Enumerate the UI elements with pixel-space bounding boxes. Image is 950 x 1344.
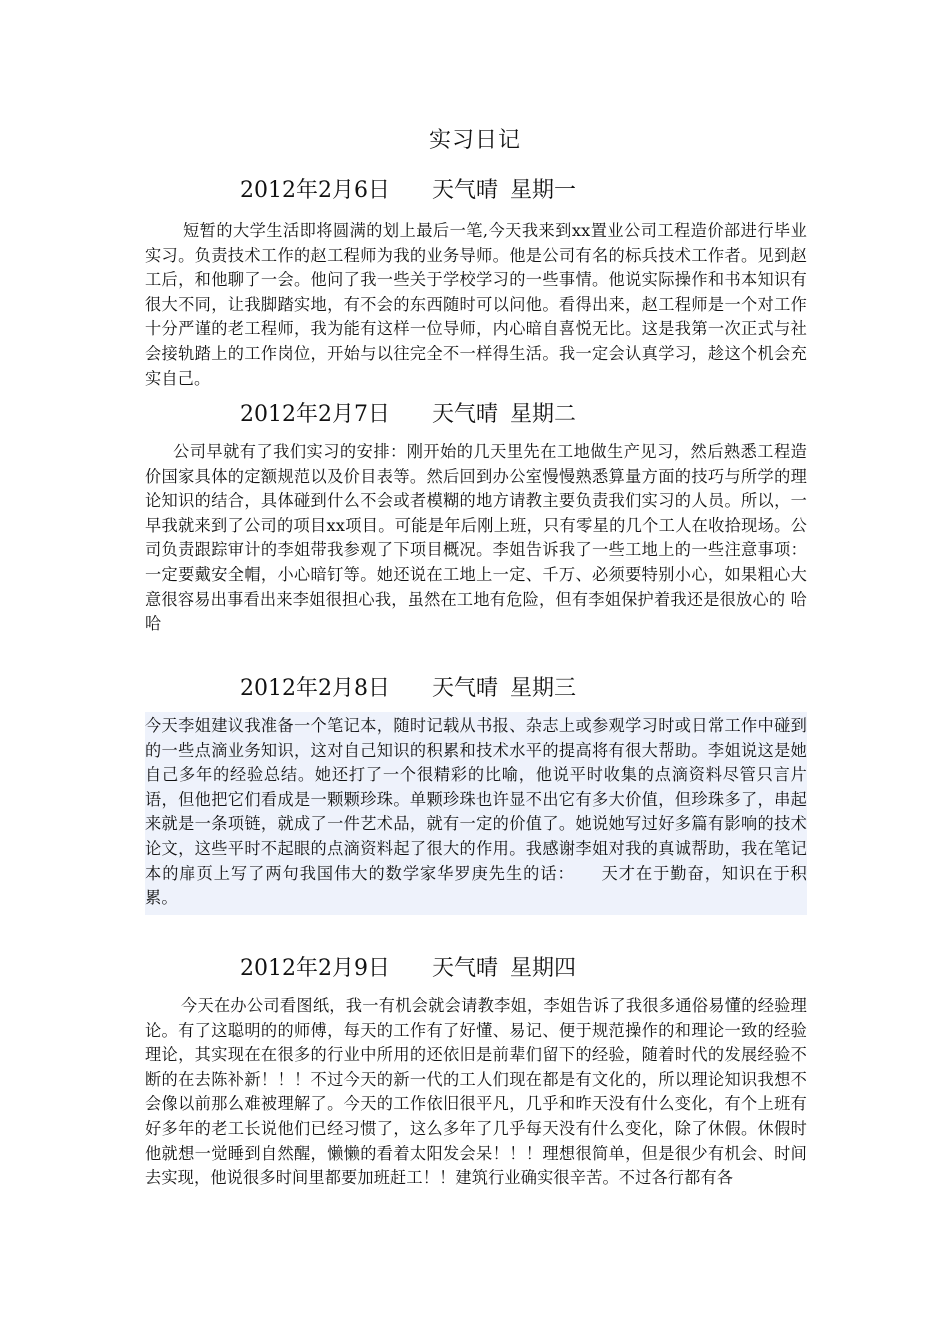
entry-date: 2012年2月6日 <box>240 178 390 203</box>
entry-heading <box>240 400 576 430</box>
entry-weekday: 星期三 <box>510 676 577 701</box>
entry-date: 2012年2月8日 <box>240 676 390 701</box>
entry-heading <box>240 674 576 704</box>
entry-weekday: 星期一 <box>510 178 577 203</box>
entry-body-highlighted <box>145 712 807 915</box>
entry-quote: 天才在于勤奋，知识在于积累。 <box>145 863 807 908</box>
entry-weekday: 星期四 <box>510 956 577 981</box>
entry-weather: 天气晴 <box>431 178 498 203</box>
entry-weather: 天气晴 <box>431 402 498 427</box>
entry-date: 2012年2月7日 <box>240 402 390 427</box>
entry-heading <box>240 954 576 984</box>
entry-weather: 天气晴 <box>431 676 498 701</box>
entry-body: 今天在办公司看图纸，我一有机会就会请教李姐，李姐告诉了我很多通俗易懂的经验理论。有了这聪明的的师傅，每天的工作有了好懂、易记、便于规范操作的和理论一致的经验理论，其实现在在很多的行业中所用的还依旧是前辈们留下的经验，随着时代的发展经验不断的在去陈补新！！！不过今天的新一代的工人们现在都是有文化的，所以理论知识我想不会像以前那么难被理解了。今天的工作依旧很平凡，几乎和昨天没有什么变化，有个上班有好多年的老工长说他们已经习惯了，这么多年了几乎每天没有什么变化，除了休假。休假时他就想一觉睡到自然醒，懒懒的看着太阳发会呆！！！理想很简单，但是很少有机会、时间去实现，他说很多时间里都要加班赶工！！建筑行业确实很辛苦。不过各行都有各 <box>145 996 807 1188</box>
entry-body: 公司早就有了我们实习的安排：刚开始的几天里先在工地做生产见习，然后熟悉工程造价国家具体的定额规范以及价目表等。然后回到办公室慢慢熟悉算量方面的技巧与所学的理论知识的结合，具体碰到什么不会或者模糊的地方请教主要负责我们实习的人员。所以，一早我就来到了公司的项目xx项目。可能是年后刚上班，只有零星的几个工人在收拾现场。公司负责跟踪审计的李姐带我参观了下项目概况。李姐告诉我了一些工地上的一些注意事项：一定要戴安全帽，小心暗钉等。她还说在工地上一定、千万、必须要特别小心，如果粗心大意很容易出事看出来李姐很担心我，虽然在工地有危险，但有李姐保护着我还是很放心的 哈哈 <box>145 442 807 634</box>
entry-date: 2012年2月9日 <box>240 956 390 981</box>
entry-heading <box>240 176 576 206</box>
entry-body-text: 今天李姐建议我准备一个笔记本，随时记载从书报、杂志上或参观学习时或日常工作中碰到的一些点滴业务知识，这对自己知识的积累和技术水平的提高将有很大帮助。李姐说这是她自己多年的经验总结。她还打了一个很精彩的比喻，他说平时收集的点滴资料尽管只言片语，但他把它们看成是一颗颗珍珠。单颗珍珠也许显不出它有多大价值，但珍珠多了，串起来就是一条项链，就成了一件艺术品，就有一定的价值了。她说她写过好多篇有影响的技术论文，这些平时不起眼的点滴资料起了很大的作用。我感谢李姐对我的真诚帮助，我在笔记本的扉页上写了两句我国伟大的数学家华罗庚先生的话： <box>145 716 807 883</box>
entry-weather: 天气晴 <box>431 956 498 981</box>
entry-weekday: 星期二 <box>510 402 577 427</box>
document-title: 实习日记 <box>428 128 521 153</box>
entry-body: 短暂的大学生活即将圆满的划上最后一笔,今天我来到xx置业公司工程造价部进行毕业实习。负责技术工作的赵工程师为我的业务导师。他是公司有名的标兵技术工作者。见到赵工后，和他聊了一会。他问了我一些关于学校学习的一些事情。他说实际操作和书本知识有很大不同，让我脚踏实地，有不会的东西随时可以问他。看得出来，赵工程师是一个对工作十分严谨的老工程师，我为能有这样一位导师，内心暗自喜悦无比。这是我第一次正式与社会接轨踏上的工作岗位，开始与以往完全不一样得生活。我一定会认真学习，趁这个机会充实自己。 <box>145 221 807 388</box>
